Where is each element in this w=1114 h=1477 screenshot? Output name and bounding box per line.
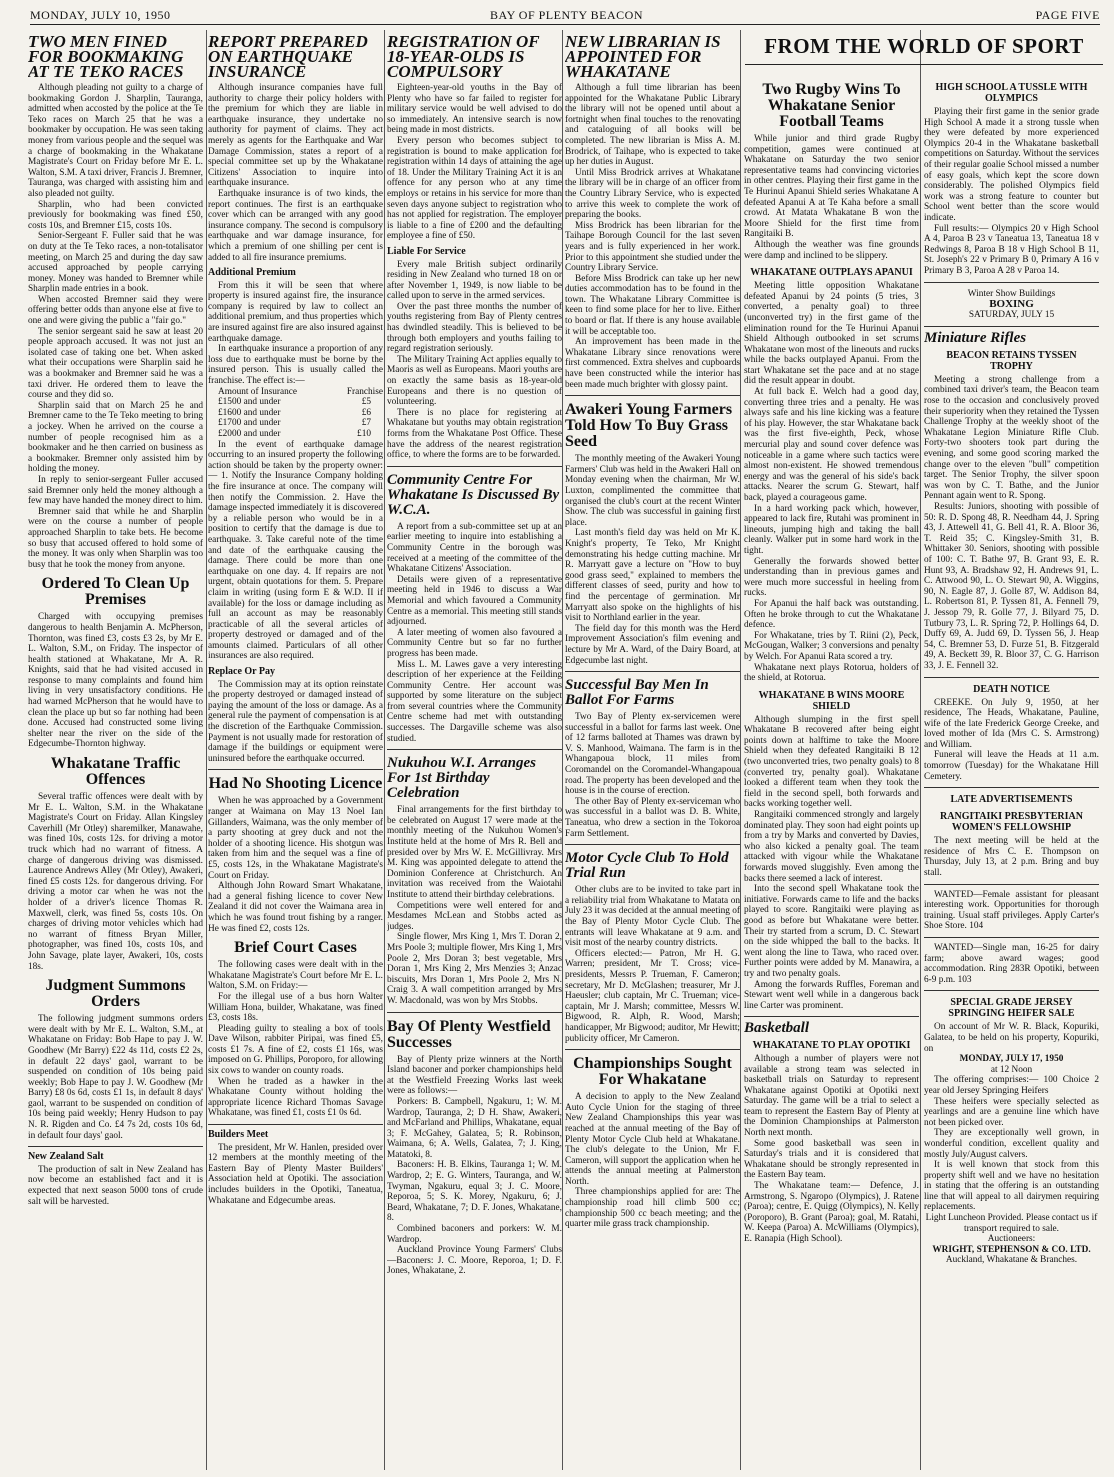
- subhead: Builders Meet: [208, 1129, 269, 1141]
- article-text: Final arrangements for the first birthday to be celebrated on August 17 were made at the monthly meeting of the Nukuhou Women's Institute held at the home of Mrs R. Bell and presided over by Mrs W. E. McGillivray. Mrs M. King was appointed delegate to attend the Dominion Conference at Christchurch. An invitation was received from the Waiotahi Institute to attend their birthday celebrations.: [387, 805, 562, 900]
- article-text: The senior sergeant said he saw at least 20 people approach accused. It was not just an isolated case of taking one bet. When asked what their occupations were Sharplin said he was a bookmaker and Bremner said he was a taxi driver. He ordered them to leave the course and they did so.: [28, 326, 203, 401]
- article-text: Bremner said that while he and Sharplin were on the course a number of people approached Sharplin to take bets. He become so busy that accused offered to hold some of the money. It was only when Sharplin was too busy that he took the money from anyone.: [28, 506, 203, 570]
- article-text: A decision to apply to the New Zealand Auto Cycle Union for the staging of three New Zealand Championships this year was reached at the annual meeting of the Bay of Plenty Motor Cycle Club held at Whakatane. The club's delegate to the Union, Mr F. Cameron, will support the application when he attends the annual meeting at Palmerston North.: [565, 1092, 740, 1187]
- sale-time: at 12 Noon: [990, 1064, 1033, 1075]
- franchise-header: Amount of Insurance Franchise: [218, 386, 383, 397]
- article-text: An improvement has been made in the Whakatane Library since renovations were first commenced. Extra shelves and cupboards have been constructed while the interior has been made much brighter with glossy paint.: [565, 337, 740, 390]
- headline-shooting: Had No Shooting Licence: [208, 775, 383, 793]
- article-text: Bay of Plenty prize winners at the North Island baconer and porker championships held at the Westfield Freezing Works last week were as follows:—: [387, 1054, 562, 1097]
- article-text: Combined baconers and porkers: W. M. Wardrop.: [387, 1224, 562, 1245]
- article-text: Porkers: B. Campbell, Ngakuru, 1; W. M. Wardrop, Tauranga, 2; D H. Shaw, Awakeri, and McFarland and Phillips, Whakatane, equal 3; F. McGahey, Galatea, 5; R. Robinson, Waimana, 6; A. Wells, Galatea, 7; J. King, Matatoki, 8.: [387, 1096, 562, 1160]
- headline-clean-up: Ordered To Clean Up Premises: [41, 575, 190, 609]
- subhead: Replace Or Pay: [208, 666, 276, 678]
- boxing-date: SATURDAY, JULY 15: [968, 309, 1055, 320]
- article-text: The following judgment summons orders were dealt with by Mr E. L. Walton, S.M., at Whakatane on Friday: Bob Hape to pay J. W. Goodhew (Mr Barry) £22 4s 11d, costs £2 2s, in default 22 days' gaol, warrant to be suspended on condition of 10s being paid weekly; Bob Hape to pay J. W. Goodhew (Mr Barry) £8 0s 6d, costs £1 1s, in default 8 days' gaol, warrant to be suspended on condition of 10s being paid weekly; Henry Hudson to pay N. R. Rigden and Co. £4 7s 2d, costs 10s 6d, in default four days' gaol.: [28, 1014, 203, 1141]
- franchise-row: £1700 and under £7: [218, 418, 371, 429]
- sale-date: MONDAY, JULY 17, 1950: [959, 1054, 1064, 1065]
- classified-ad: WANTED—Single man, 16-25 for dairy farm; above award wages; good accommodation. Ring 283R Opotiki, between 6-9 p.m. 103: [924, 943, 1099, 985]
- auctioneers-location: Auckland, Whakatane & Branches.: [945, 1255, 1078, 1266]
- article-text: Miss Brodrick has been librarian for the Taihape Borough Council for the last seven years and is fully experienced in her work. Prior to this appointment she studied under the Country Library Service.: [565, 220, 740, 274]
- article-text: They are exceptionally well grown, in wonderful condition, excellent quality and mostly July/August calvers.: [924, 1128, 1099, 1160]
- article-text: Some good basketball was seen in Saturday's trials and it is considered that Whakatane should be strongly represented in the Eastern Bay team.: [744, 1138, 919, 1181]
- article-text: The following cases were dealt with in the Whakatane Magistrate's Court before Mr E. L. Walton, S.M. on Friday:—: [208, 960, 383, 992]
- article-text: Until Miss Brodrick arrives at Whakatane the library will be in charge of an officer from the Country Library Service, who is expected to arrive this week to complete the work of preparing the books.: [565, 167, 740, 221]
- article-text: Although pleading not guilty to a charge of bookmaking Gordon J. Sharplin, Tauranga, admitted when accosted by the police at the Te Teko races on March 25 that he was a bookmaker by occupation. He was seen taking money from various people and the sequel was a charge of bookmaking in the Whakatane Magistrate's Court on Friday before Mr E. L. Walton, S.M. A taxi driver, Francis J. Bremner, Tauranga, was charged with assisting him and also pleaded not guilty.: [28, 83, 203, 199]
- article-text: Full results:— Olympics 20 v High School A 4, Paroa B 23 v Taneatua 13, Taneatua 18 v Redwings 8, Paroa B 18 v High School B 11, St. Joseph's 22 v Primary B 0, Primary A 16 v Primary B 3, Paroa A 28 v Paroa 14.: [924, 223, 1099, 276]
- article-text: The Military Training Act applies equally to Maoris as well as Europeans. Maori youths are on exactly the same basis as 18-year-old Europeans and there is no question of volunteering.: [387, 354, 562, 408]
- column-4: [565, 30, 740, 1470]
- article-text: These heifers were specially selected as yearlings and are a genuine line which have not been picked over.: [924, 1096, 1099, 1128]
- article-text: Charged with occupying premises dangerous to health Benjamin A. McPherson, Thornton, was fined £3, costs £3 2s, by Mr E. L. Walton, S.M., on Friday. The inspector of health stationed at Whakatane, Mr A. R. Knights, said that he had visited accused in response to many complaints and found him living in very unsatisfactory conditions. He had warned McPherson that he would have to clean the place up but so far nothing had been done. Accused had constructed some living shelter near the river on the side of the Edgecumbe-Thornton highway.: [28, 612, 203, 750]
- article-text: Earthquake insurance is of two kinds, the report continues. The first is an earthquake cover which can be arranged with any good insurance company. The second is compulsory earthquake and war damage insurance, for which a premium of one shilling per cent is added to all fire insurance premiums.: [208, 188, 383, 263]
- article-text: The Whakatane team:— Defence, J. Armstrong, S. Ngaropo (Olympics), J. Ratene (Paroa); centre, E. Quigg (Olympics), N. Kelly (Poroporo), B. Grant (Paroa); goal, M. Ratahi, W. Keepa (Paroa) A. McWilliams (Olympics), E. Ranapia (High School).: [744, 1181, 919, 1244]
- article-text: Over the past three months the number of youths registering from Bay of Plenty centres has dwindled steadily. This is believed to be through both employers and youths failing to regard registration seriously.: [387, 301, 562, 355]
- article-text: When he traded as a hawker in the Whakatane County without holding the appropriate licence Richard Thomas Savage Whakatane, was fined £1, costs £1 0s 6d.: [208, 1076, 383, 1119]
- article-text: Two Bay of Plenty ex-servicemen were successful in a ballot for farms last week. One of 12 farms balloted at Thames was drawn by V. S. Manhood, Waimana. The farm is in the Whangapoua block, 11 miles from Coromandel on the Coromandel-Whangapoua road. The property has been developed and the house is in the course of erection.: [565, 712, 740, 797]
- article-text: Auckland Province Young Farmers' Clubs—Baconers: J. C. Moore, Reporoa, 1; D. F. Jones, Whakatane, 2.: [387, 1245, 562, 1277]
- masthead-date: MONDAY, JULY 10, 1950: [30, 8, 171, 22]
- section-rifles: Miniature Rifles: [924, 330, 1027, 347]
- article-text: Before Miss Brodrick can take up her new duties accommodation has to be found in the town. The Whakatane Library Committee is keen to find some place for her to live. Either to board or flat. If there is any house available it will be acceptable too.: [565, 273, 740, 337]
- article-text: Rangitaiki commenced strongly and largely dominated play. They soon had eight points up from a try by Marks and converted by Davies, who also kicked a penalty goal. The team attacked with vigour while the Whakatane forwards moved sluggishly. Even among the backs there seemed a lack of interest.: [744, 810, 919, 884]
- auctioneers-name: WRIGHT, STEPHENSON & CO. LTD.: [932, 1244, 1091, 1255]
- article-text: The monthly meeting of the Awakeri Young Farmers' Club was held in the Awakeri Hall on Monday evening when the chairman, Mr W. Luxton, complimented the committee that organised the club's court at the recent Winter Show. The club was successful in gaining first place.: [565, 454, 740, 528]
- article-text: When accosted Bremner said they were offering better odds than anyone else at five to one and were giving the public a "fair go.": [28, 294, 203, 327]
- article-text: In a hard working pack which, however, appeared to lack fire, Rutahi was prominent in lineouts, jumping high and taking the ball cleanly. Walker put in some hard work in the tight.: [744, 503, 919, 556]
- article-text: While junior and third grade Rugby competition, games were continued at Whakatane on Saturday the two senior representative teams had convincing victories in other centres. Playing their first game in the Te Hurinui Apanui Shield series Whakatane A defeated Apanui A at Te Kaha before a small crowd. At Matata Whakatane B won the Moore Shield for the first time from Rangitaiki B.: [744, 134, 919, 240]
- article-text: At full back E. Welch had a good day, converting three tries and a penalty. He was always safe and his line kicking was a feature of his play. However, the star Whakatane back was the first five-eighth, Peck, whose mercurial play and sound cover defence was noticeable in a game where such tactics were almost non-existent. He showed tremendous energy and was the general of his side's back attacks. Nearer the scrum G. Stewart, half back, played a courageous game.: [744, 387, 919, 503]
- headline-judgment: Judgment Summons Orders: [45, 977, 186, 1011]
- article-text: Although insurance companies have full authority to charge their policy holders with the premium for which they are liable in earthquake insurance, they undertake no authority for payment of claims. They act merely as agents for the Earthquake and War Damage Commission, states a report of a special committee set up by the Whakatane Citizens' Association to inquire into earthquake insurance.: [208, 83, 383, 189]
- headline-tyssen: BEACON RETAINS TYSSEN TROPHY: [946, 349, 1077, 372]
- subhead: Liable For Service: [387, 245, 466, 257]
- article-text: Pleading guilty to stealing a box of tools Dave Wilson, rabbiter Piripai, was fined £5, costs £1 7s. A fine of £2, costs £1 16s, was imposed on G. Phillips, Poroporo, for allowing six cows to wander on county roads.: [208, 1023, 383, 1077]
- sport-banner: FROM THE WORLD OF SPORT: [745, 34, 1103, 65]
- article-text: Other clubs are to be invited to take part in a reliability trial from Whakatane to Matata on July 23 it was decided at the annual meeting of the Bay of Plenty Motor Cycle Club. The entrants will leave Whakatane at 9 a.m. and visit most of the nearby country districts.: [565, 885, 740, 949]
- article-text: The field day for this month was the Herd Improvement Association's film evening and lecture by Mr A. Ward, of the Dairy Board, at Edgecumbe last night.: [565, 623, 740, 666]
- article-text: The other Bay of Plenty ex-serviceman who was successful in a ballot was D. B. White, Taneatua, who drew a section in the Tokoroa Farm Settlement.: [565, 796, 740, 839]
- article-text: A report from a sub-committee set up at an earlier meeting to inquire into establishing a Community Centre in the borough was received at a meeting of the committee of the Whakatane Citizens' Association.: [387, 521, 562, 575]
- article-text: Into the second spell Whakatane took the initiative. Forwards came to life and the backs played to score. Rangitaiki were playing as good as before but Whakatane were better. Their try started from a scrum, D. C. Stewart on the side whipped the ball to the backs. It went along the line to Tawa, who raced over. Further points were added by M. Manawira, a try and two penalty goals.: [744, 884, 919, 979]
- article-text: The offering comprises:— 100 Choice 2 year old Jersey Springing Heifers: [924, 1075, 1099, 1096]
- headline-late-ads: LATE ADVERTISEMENTS: [950, 794, 1073, 806]
- article-text: For the illegal use of a bus horn Walter William Hona, builder, Whakatane, was fined £3, costs 18s.: [208, 991, 383, 1024]
- headline-rugby: Two Rugby Wins To Whakatane Senior Football Teams: [762, 81, 901, 130]
- headline-heifer-sale: SPECIAL GRADE JERSEY SPRINGING HEIFER SALE: [948, 997, 1075, 1020]
- article-text: Competitions were well entered for and Mesdames McLean and Stobbs acted as judges.: [387, 900, 562, 932]
- boxing-title: BOXING: [989, 298, 1034, 311]
- franchise-row: £1500 and under £5: [218, 397, 371, 408]
- headline-high-school: HIGH SCHOOL A TUSSLE WITH OLYMPICS: [935, 82, 1088, 104]
- article-text: Three championships applied for are: The championship road hill climb 500 cc; championship 500 cc beach meeting; and the quarter mile grass track championship.: [565, 1187, 740, 1230]
- article-text: The Commission may at its option reinstate the property destroyed or damaged instead of paying the amount of the loss or damage. As a general rule the payment of compensation is at the discretion of the Earthquake Commission. Payment is not usually made for restoration of damage if the buildings or equipment were uninsured before the earthquake occurred.: [208, 679, 383, 764]
- article-text: Playing their first game in the senior grade High School A made it a strong tussle when they were defeated by more experienced Olympics 20-4 in the Whakatane basketball competitions on Saturday. Without the services of their regular goalie School missed a number of easy goals, which kept the score down considerably. The polished Olympics field work was a strong feature to counter but School went better than the score would indicate.: [924, 107, 1099, 223]
- headline-bookmaking: TWO MEN FINED FOR BOOKMAKING AT TE TEKO RACES: [28, 32, 184, 81]
- masthead-title: BAY OF PLENTY BEACON: [490, 8, 644, 22]
- article-text: Every male British subject ordinarily residing in New Zealand who turned 18 on or after November 1, 1949, is now liable to be called upon to serve in the armed services.: [387, 259, 562, 302]
- headline-championships: Championships Sought For Whakatane: [573, 1055, 732, 1089]
- article-text: Funeral will leave the Heads at 11 a.m. tomorrow (Tuesday) for the Whakatane Hill Cemetery.: [924, 750, 1099, 782]
- headline-awakeri: Awakeri Young Farmers Told How To Buy Grass Seed: [565, 401, 733, 451]
- article-text: On account of Mr W. R. Black, Kopuriki, Galatea, to be held on his property, Kopuriki, on: [924, 1022, 1099, 1054]
- article-text: Single flower, Mrs King 1, Mrs T. Doran 2, Mrs Poole 3; multiple flower, Mrs King 1, Mrs Poole 2, Mrs Doran 3; best vegetable, Mrs Doran 1, Mrs King 2, Mrs Menzies 3; Anzac biscuits, Mrs Doran 1, Mrs Poole 2, Mrs N. Craig 3. A wall competition arranged by Mrs W. Macdonald, was won by Mrs Stobbs.: [387, 932, 562, 1006]
- column-1: [28, 30, 203, 1470]
- article-text: CREEKE. On July 9, 1950, at her residence, The Heads, Whakatane, Pauline, wife of the late Frederick George Creeke, and loved mother of Ida (Mrs C. S. Armstrong) and William.: [924, 697, 1099, 750]
- article-text: It is well known that stock from this property shift well and we have no hesitation in stating that the offering is an outstanding line that will appeal to all dairymen requiring replacements.: [924, 1160, 1099, 1213]
- headline-ballot: Successful Bay Men In Ballot For Farms: [565, 677, 709, 709]
- article-text: Among the forwards Ruffles, Foreman and Stewart went well while in a dangerous back line Carter was prominent.: [744, 979, 919, 1011]
- article-text: The production of salt in New Zealand has now become an established fact and it is expected that next season 5000 tons of crude salt will be harvested.: [28, 1164, 203, 1207]
- headline-community-centre: Community Centre For Whakatane Is Discussed By W.C.A.: [387, 471, 560, 518]
- article-text: Although John Roward Smart Whakatane, had a general fishing licence to cover New Zealand it did not cover the Waimana area in which he was found trout fishing by a ranger. He was fined £2, costs 12s.: [208, 881, 383, 934]
- article-text: Although slumping in the first spell Whakatane B recovered after being eight points down at halftime to take the Moore Shield when they defeated Rangitaiki B 12 (two unconverted tries, two penalty goals) to 8 (converted try, penalty goal). Whakatane looked a different team when they took the field in the second spell, both forwards and backs working together well.: [744, 714, 919, 810]
- headline-apanui: WHAKATANE OUTPLAYS APANUI: [750, 267, 913, 279]
- article-text: In earthquake insurance a proportion of any loss due to earthquake must be borne by the insured person. This is usually called the franchise. The effect is:—: [208, 344, 383, 387]
- headline-librarian: NEW LIBRARIAN IS APPOINTED FOR WHAKATANE: [565, 32, 721, 81]
- article-text: Meeting a strong challenge from a combined taxi driver's team, the Beacon team rose to the occasion and conclusively proved their superiority when they retained the Tyssen Challenge Trophy at the weekly shoot of the Whakatane Legion Miniature Rifle Club. Forty-two shooters took part during the evening, and some good scoring marked the change over to the eleven "bull" competition target. The Senior Trophy, the silver spoon was won by C. T. Bathe, and the Junior Pennant again went to R. Spong.: [924, 374, 1099, 502]
- article-text: The president, Mr W. Hanlen, presided over 12 members at the monthly meeting of the Eastern Bay of Plenty Master Builders' Association held at Opotiki. The association includes builders in the Opotiki, Taneatua, Whakatane and Edgecumbe areas.: [208, 1142, 383, 1206]
- franchise-table: [208, 387, 383, 440]
- headline-westfield: Bay Of Plenty Westfield Successes: [387, 1017, 551, 1051]
- subhead: Additional Premium: [208, 267, 296, 279]
- classified-ad: WANTED—Female assistant for pleasant interesting work. Opportunities for thorough training. Usual staff privileges. Apply Carter's Shoe Store. 104: [924, 889, 1099, 932]
- headline-moore-shield: WHAKATANE B WINS MOORE SHIELD: [758, 689, 905, 712]
- headline-earthquake: REPORT PREPARED ON EARTHQUAKE INSURANCE: [208, 32, 368, 81]
- article-text: In the event of earthquake damage occurring to an insured property the following action should be taken by the property owner:— 1. Notify the Insurance Company holding the fire insurance at once. The company will then notify the Commission. 2. Have the damage inspected immediately it is discovered by a reliable person who would be in a position to certify that the damage is due to earthquake. 3. Take careful note of the time and date of the earthquake causing the damage. There could be more than one earthquake on one day. 4. If repairs are not urgent, obtain quotations for them. 5. Prepare claim in writing (using form E & W.D. II if available) for the loss or damage including as full an account as may be reasonably practicable of all the several articles of property destroyed or damaged and of the amounts claimed. Particulars of all other insurances are also required.: [208, 439, 383, 662]
- headline-death-notice: DEATH NOTICE: [973, 683, 1050, 695]
- article-text: Senior-Sergeant F. Fuller said that he was on duty at the Te Teko races, a non-totalisator meeting, on March 25 and during the day saw accused approached by people carrying money. Money was handed to Bremner while Sharplin made entries in a book.: [28, 231, 203, 295]
- auctioneers-label: Auctioneers:: [987, 1234, 1036, 1245]
- article-text: The next meeting will be held at the residence of Mrs C. E. Thompson on Thursday, July 13, at 2 p.m. Bring and buy stall.: [924, 836, 1099, 879]
- article-text: Baconers: H. B. Elkins, Tauranga 1; W. M. Wardrop, 2; E. G. Winters, Tauranga, and W. Twyman, Ngakuru, equal 3; J. C. Moore, Reporoa, 5; S. K. Morey, Ngakuru, 6; J. Beard, Whakatane, 7; D. F. Jones, Whakatane, 8.: [387, 1160, 562, 1224]
- article-text: Miss L. M. Lawes gave a very interesting description of her experience at the Feilding Community Centre. Her account was supported by some literature on the subject from several countries where the Community Centre scheme had met with outstanding successes. The Dargaville scheme was also studied.: [387, 659, 562, 744]
- franchise-row: £1600 and under £6: [218, 407, 371, 418]
- article-text: A later meeting of women also favoured a Community Centre but so far no further progress has been made.: [387, 627, 562, 659]
- article-text: Officers elected:— Patron, Mr H. G. Warren; president, Mr T. Cross; vice-presidents, Messrs P. Trueman, F. Cameron; secretary, Mr D. McGlashen; treasurer, Mr J. Haeusler; club captain, Mr C. Trueman; vice-captain, Mr J. Marsh; committee, Messrs W. Bigwood, R. Alph, R. Wood, Marsh; handicapper, Mr Bigwood; auditor, Mr Hewitt; publicity officer, Mr Cameron.: [565, 948, 740, 1044]
- article-text: For Whakatane, tries by T. Riini (2), Peck, McGougan, Walker; 3 conversions and penalty by Welch. For Apanui Rata scored a try.: [744, 630, 919, 662]
- article-text: There is no place for registering at Whakatane but youths may obtain registration forms from the Whakatane Post Office. These have the address of the nearest registration office, to where the forms are to be forwarded.: [387, 407, 562, 461]
- article-text: Although the weather was fine grounds were damp and inclined to be slippery.: [744, 239, 919, 261]
- article-text: Sharplin said that on March 25 he and Bremner came to the Te Teko meeting to bring a jockey. When he arrived on the course a number of people recognised him as a bookmaker and he then carried on business as a bookmaker. Bremner only assisted him by holding the money.: [28, 400, 203, 475]
- article-text: From this it will be seen that where property is insured against fire, the insurance company is required by law to collect an additional premium, and thus properties which are insured against fire are also insured against earthquake damage.: [208, 280, 383, 344]
- article-text: When he was approached by a Government ranger at Waimana on May 13 Noel Ian Gillanders, Waimana, was the only member of a party shooting at grey duck and not the holder of a shooting licence. His shotgun was taken from him and the sequel was a fine of £5, costs 12s, in the Whakatane Magistrate's Court on Friday.: [208, 796, 383, 881]
- article-text: Meeting little opposition Whakatane defeated Apanui by 24 points (5 tries, 3 converted, a penalty goal) to three (unconverted try) in the first game of the elimination round for the Te Hurinui Apanui Shield Although outbooked in set scrums Whakatane won most of the lineouts and rucks while the backs outplayed Apanui. From the start Whakatane set the pace and at no stage did the result appear in doubt.: [744, 281, 919, 387]
- masthead: [30, 6, 1100, 25]
- headline-traffic: Whakatane Traffic Offences: [50, 755, 181, 789]
- article-text: Several traffic offences were dealt with by Mr E. L. Walton, S.M. in the Whakatane Magistrate's Court on Friday. Allan Kingsley Caverhill (Mr Otley) sharemilker, Manawahe, was fined 10s, costs 12s. for driving a motor truck which had no warrant of fitness. A charge of dangerous driving was dismissed. Laurence Andrews Alley (Mr Otley), Awakeri, fined £5 costs 12s. for dangerous driving. For driving a motor car when he was not the holder of a driver's licence Thomas R. Maxwell, clerk, was fined 5s, costs 10s. On charges of driving motor vehicles which had no warrant of fitness Bryan Miller, photographer, was fined 10s, costs 10s, and John Savage, plate layer, Awakeri, 10s, costs 18s.: [28, 792, 203, 972]
- headline-opotiki: WHAKATANE TO PLAY OPOTIKI: [752, 1039, 911, 1051]
- column-6: [924, 76, 1099, 1470]
- headline-salt: New Zealand Salt: [28, 1151, 104, 1163]
- article-text: Results: Juniors, shooting with possible of 50: R. D. Spong 48, R. Needham 44, J. Spring 43, J. Attewell 41, G. Bell 41, R. A. Bloor 36, T. Reid 35; C. Kingsley-Smith 31, B. Whittaker 30. Seniors, shooting with possible of 100: C. T. Bathe 97, B. Grant 93, E. R. Hunt 93, A. Bradshaw 92, H. Andrews 91, L. C. Attwood 90, L. O. Stewart 90, A. Wiggins, 90, N. Eagle 87, J. Golle 87, W. Addison 84, L. Robertson 81, P. Tyssen 81, A. Fennell 79, J. Jessop 79, R. Golle 77, J. Bilyard 75, D. Tutbury 73, L. R. Spring 72, P. Hollings 64, D. Duffy 69, A. Judd 69, D. Tyssen 56, J. Heap 54, C. Bremner 53, D. Furze 51, B. Fitzgerald 49, A. Beckett 39, R. Bloor 37, C. G. Harrison 33, J. E. Fennell 32.: [924, 502, 1099, 671]
- article-text: Details were given of a representative meeting held in 1946 to discuss a War Memorial and which favoured a Community Centre as a memorial. This meeting still stands adjourned.: [387, 574, 562, 628]
- article-text: Although a full time librarian has been appointed for the Whakatane Public Library the library will not be opened until about a fortnight when final touches to the renovating and cataloguing of all books will be completed. The new librarian is Miss A. M. Brodrick, of Taihape, who is expected to take up her duties in August.: [565, 83, 740, 168]
- article-text: For Apanui the half back was outstanding. Often he broke through to cut the Whakatane defence.: [744, 598, 919, 631]
- column-5: [744, 76, 919, 1470]
- headline-court-cases: Brief Court Cases: [234, 939, 357, 957]
- article-text: Although a number of players were not available a strong team was selected in basketball trials on Saturday to represent Whakatane against Opotiki at Opotiki next Saturday. The game will be a trial to select a team to represent the Eastern Bay of Plenty at the Dominion Championships at Palmerston North next month.: [744, 1053, 919, 1139]
- headline-presbyterian: RANGITAIKI PRESBYTERIAN WOMEN'S FELLOWSHIP: [940, 811, 1083, 834]
- section-basketball: Basketball: [744, 1020, 810, 1037]
- article-text: Eighteen-year-old youths in the Bay of Plenty who have so far failed to register for military service would be well advised to do so immediately. An intensive search is now being made in most districts.: [387, 83, 562, 136]
- headline-registration: REGISTRATION OF 18-YEAR-OLDS IS COMPULSORY: [387, 32, 540, 81]
- column-3: [387, 30, 562, 1470]
- article-text: In reply to senior-sergeant Fuller accused said Bremner only held the money although a few may have handed the money direct to him.: [28, 474, 203, 507]
- column-2: [208, 30, 383, 1470]
- masthead-page: PAGE FIVE: [1035, 8, 1100, 22]
- article-text: Last month's field day was held on Mr K. Knight's property, Te Teko, Mr Knight demonstrating his hedge cutting machine. Mr R. Marryatt gave a lecture on "How to buy good grass seed," explained to members the different classes of seed, purity and how to find the percentage of germination. Mr Marryatt also spoke on the highlights of his visit to Northland earlier in the year.: [565, 528, 740, 624]
- article-text: Light Luncheon Provided. Please contact us if transport required to sale.: [925, 1213, 1098, 1234]
- headline-motor-cycle: Motor Cycle Club To Hold Trial Run: [565, 850, 729, 882]
- boxing-venue: Winter Show Buildings: [967, 288, 1056, 299]
- franchise-row: £2000 and under £10: [218, 429, 371, 439]
- article-text: Generally the forwards showed better understanding than in previous games and were much more successful in heeling from rucks.: [744, 556, 919, 599]
- article-text: Whakatane next plays Rotorua, holders of the shield, at Rotorua.: [744, 662, 919, 684]
- headline-nukuhou: Nukuhou W.I. Arranges For 1st Birthday Celebration: [387, 755, 536, 802]
- article-text: Sharplin, who had been convicted previously for bookmaking was fined £50, costs 10s, and Bremner £15, costs 10s.: [28, 199, 203, 231]
- article-text: Every person who becomes subject to registration is bound to make application for registration within 14 days of attaining the age of 18. Under the Military Training Act it is an offence for any person who at any time employs or retains in his service for more than seven days anyone subject to registration who has not applied for registration. The employer is liable to a fine of £200 and the defaulting employee a fine of £50.: [387, 135, 562, 242]
